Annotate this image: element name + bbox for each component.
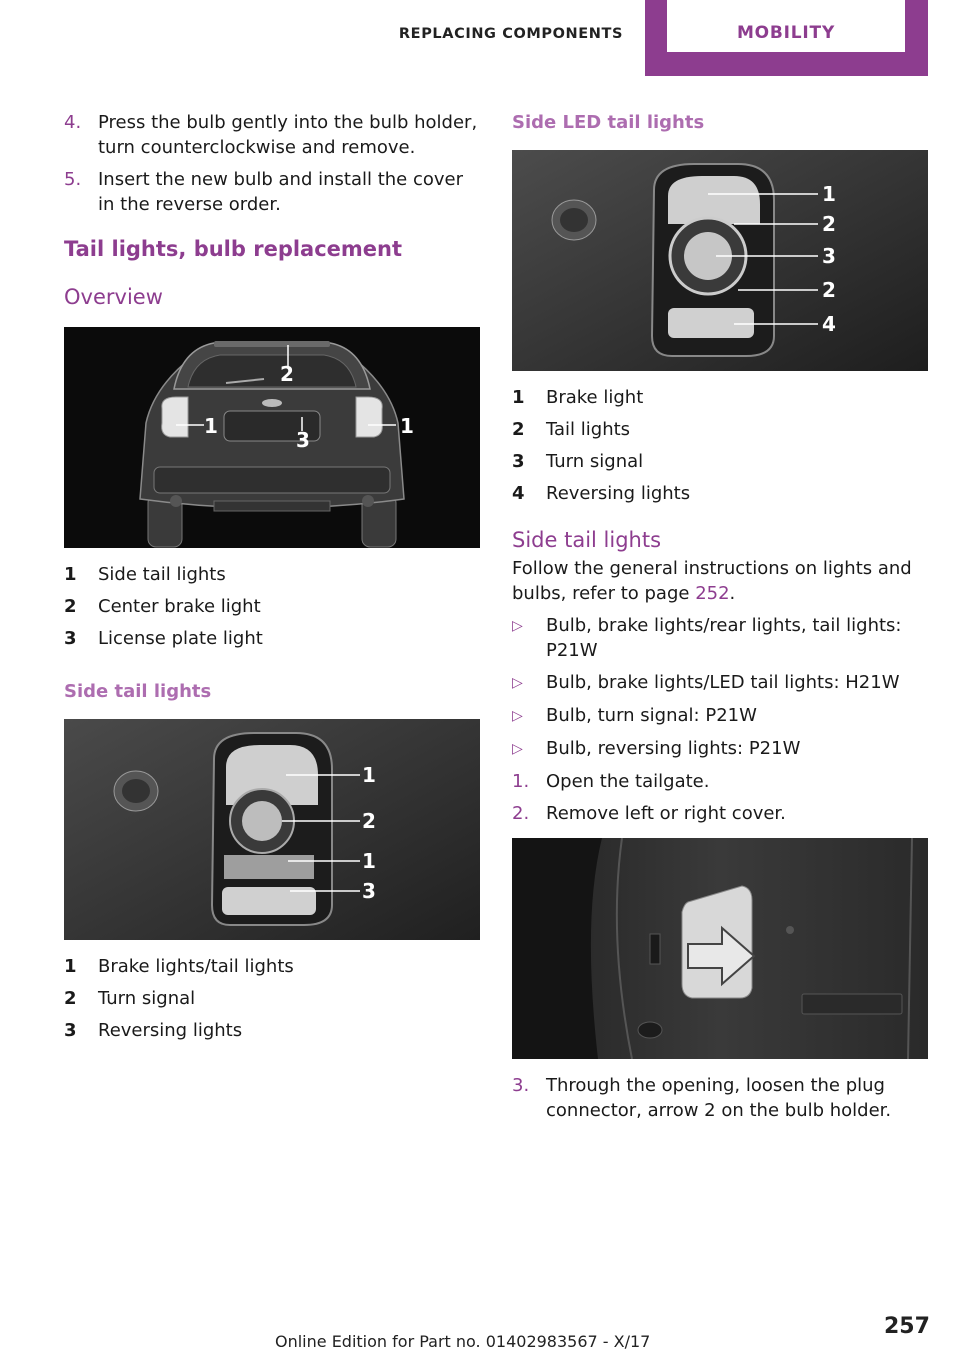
legend-item: 1 Brake lights/tail lights — [64, 956, 294, 977]
side-tail-legend — [64, 954, 480, 1043]
callout-label: 3 — [362, 879, 376, 903]
step-item: 5. Insert the new bulb and install the cover in the reverse order. — [64, 169, 464, 215]
legend-item: 2 Tail lights — [512, 419, 631, 440]
step-item: 3. Through the opening, loosen the plug connector, arrow 2 on the bulb holder. — [512, 1075, 892, 1121]
list-item: ▷ Bulb, brake lights/LED tail lights: H21W — [512, 670, 928, 696]
bullet-arrow-icon: ▷ — [512, 708, 523, 724]
right-column — [512, 110, 928, 1130]
side-tail-light-figure — [64, 719, 480, 940]
list-item: ▷ Bulb, brake lights/rear lights, tail lights: P21W — [512, 615, 902, 661]
overview-legend — [64, 562, 480, 651]
legend-item: 1 Brake light — [512, 387, 644, 408]
callout-label: 3 — [822, 244, 836, 268]
list-item: ▷ Bulb, reversing lights: P21W — [512, 736, 928, 762]
callout-label: 1 — [400, 414, 414, 438]
subsection-heading: Side tail lights — [64, 681, 212, 702]
section-heading: Tail lights, bulb replacement — [64, 237, 403, 261]
callout-label: 3 — [296, 428, 310, 452]
chapter-tab — [645, 0, 928, 76]
callout-label: 2 — [362, 809, 376, 833]
left-column — [64, 110, 480, 1050]
callout-label: 4 — [822, 312, 836, 336]
subsection-heading: Side LED tail lights — [512, 112, 705, 133]
bulb-spec-list — [512, 613, 928, 762]
step-item: 2. Remove left or right cover. — [512, 803, 786, 824]
footer-edition: Online Edition for Part no. 01402983567 - X/17 — [275, 1332, 651, 1351]
subsection-heading: Overview — [64, 285, 163, 309]
step-item: 4. Press the bulb gently into the bulb holder, turn counterclockwise and remove. — [64, 112, 478, 158]
legend-item: 2 Turn signal — [64, 988, 196, 1009]
legend-item: 3 License plate light — [64, 628, 263, 649]
bullet-arrow-icon: ▷ — [512, 741, 523, 757]
bullet-arrow-icon: ▷ — [512, 618, 523, 634]
callout-label: 1 — [362, 763, 376, 787]
intro-paragraph: Follow the general instructions on lights and bulbs, refer to page 252. — [512, 558, 912, 604]
rear-car-overview-figure — [64, 327, 480, 548]
legend-item: 3 Turn signal — [512, 451, 644, 472]
callout-label: 2 — [822, 212, 836, 236]
step-item: 1. Open the tailgate. — [512, 771, 710, 792]
legend-item: 2 Center brake light — [64, 596, 261, 617]
chapter-tab-label: MOBILITY — [667, 0, 905, 52]
running-header-section: REPLACING COMPONENTS — [398, 26, 624, 42]
led-legend — [512, 385, 928, 506]
page-reference-link[interactable]: 252 — [695, 583, 730, 604]
legend-item: 1 Side tail lights — [64, 564, 226, 585]
callout-label: 1 — [204, 414, 218, 438]
trunk-cover-figure — [512, 838, 928, 1059]
led-tail-light-figure — [512, 150, 928, 371]
page-number: 257 — [884, 1314, 930, 1339]
list-item: ▷ Bulb, turn signal: P21W — [512, 703, 928, 729]
callout-label: 2 — [280, 362, 294, 386]
section-heading: Side tail lights — [512, 528, 662, 552]
callout-label: 1 — [362, 849, 376, 873]
callout-label: 2 — [822, 278, 836, 302]
legend-item: 4 Reversing lights — [512, 483, 691, 504]
bullet-arrow-icon: ▷ — [512, 675, 523, 691]
legend-item: 3 Reversing lights — [64, 1020, 243, 1041]
callout-label: 1 — [822, 182, 836, 206]
